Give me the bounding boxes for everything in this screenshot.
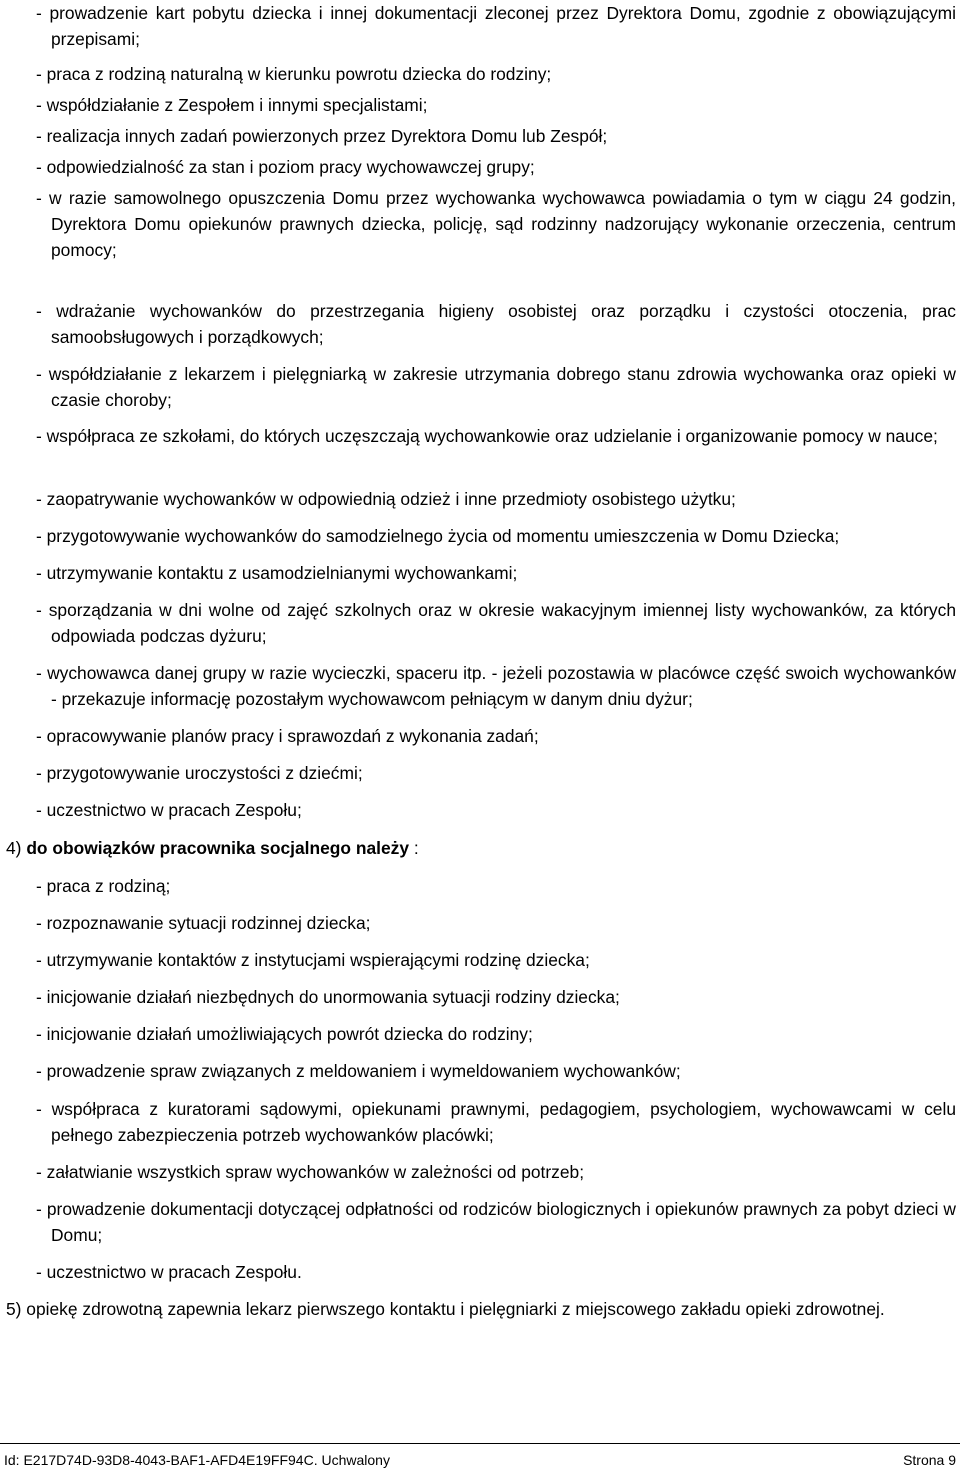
- section-number: 4): [6, 838, 22, 858]
- list-item: - prowadzenie dokumentacji dotyczącej odpłatności od rodziców biologicznych i opiekunów prawnych za pobyt dzieci w Domu;: [36, 1199, 956, 1245]
- list-item: - współdziałanie z lekarzem i pielęgniarką w zakresie utrzymania dobrego stanu zdrowia wychowanka oraz opieki w czasie choroby;: [36, 364, 956, 410]
- footer-divider: [0, 1443, 960, 1444]
- list-item: - praca z rodziną;: [36, 876, 171, 896]
- list-item: - zaopatrywanie wychowanków w odpowiednią odzież i inne przedmioty osobistego użytku;: [36, 489, 736, 509]
- footer-page-number: Strona 9: [903, 1452, 956, 1468]
- section-suffix: :: [409, 838, 419, 858]
- list-item: - odpowiedzialność za stan i poziom pracy wychowawczej grupy;: [36, 157, 535, 177]
- list-item: - rozpoznawanie sytuacji rodzinnej dziecka;: [36, 913, 371, 933]
- list-item: - przygotowywanie wychowanków do samodzielnego życia od momentu umieszczenia w Domu Dziecka;: [36, 526, 840, 546]
- list-item: - opracowywanie planów pracy i sprawozdań z wykonania zadań;: [36, 726, 539, 746]
- list-item: - współpraca z kuratorami sądowymi, opiekunami prawnymi, pedagogiem, psychologiem, wychowawcami w celu pełnego zabezpieczenia potrzeb wychowanków placówki;: [36, 1099, 956, 1145]
- list-item: - w razie samowolnego opuszczenia Domu przez wychowanka wychowawca powiadamia o tym w ciągu 24 godzin, Dyrektora Domu opiekunów prawnych dziecka, policję, sąd rodzinny nadzorujący wykonanie orzeczenia, centrum pomocy;: [36, 188, 956, 260]
- list-item: - współdziałanie z Zespołem i innymi specjalistami;: [36, 95, 428, 115]
- list-item: - realizacja innych zadań powierzonych przez Dyrektora Domu lub Zespół;: [36, 126, 608, 146]
- section-title: do obowiązków pracownika socjalnego należy: [26, 838, 409, 858]
- list-item: - załatwianie wszystkich spraw wychowanków w zależności od potrzeb;: [36, 1162, 585, 1182]
- list-item: - wychowawca danej grupy w razie wycieczki, spaceru itp. - jeżeli pozostawia w placówce część swoich wychowanków - przekazuje informację pozostałym wychowawcom pełniącym w danym dniu dyżur;: [36, 663, 956, 709]
- list-item: - współpraca ze szkołami, do których uczęszczają wychowankowie oraz udzielanie i organizowanie pomocy w nauce;: [36, 426, 938, 446]
- list-item: - sporządzania w dni wolne od zajęć szkolnych oraz w okresie wakacyjnym imiennej listy wychowanków, za których odpowiada podczas dyżuru;: [36, 600, 956, 646]
- list-item: - przygotowywanie uroczystości z dziećmi;: [36, 763, 363, 783]
- list-item: - utrzymywanie kontaktu z usamodzielnianymi wychowankami;: [36, 563, 518, 583]
- list-item: - uczestnictwo w pracach Zespołu;: [36, 800, 302, 820]
- list-item: - utrzymywanie kontaktów z instytucjami wspierającymi rodzinę dziecka;: [36, 950, 590, 970]
- section-5: 5) opiekę zdrowotną zapewnia lekarz pierwszego kontaktu i pielęgniarki z miejscowego zakładu opieki zdrowotnej.: [6, 1299, 885, 1319]
- list-item: - uczestnictwo w pracach Zespołu.: [36, 1262, 302, 1282]
- list-item: - wdrażanie wychowanków do przestrzegania higieny osobistej oraz porządku i czystości otoczenia, prac samoobsługowych i porządkowych;: [36, 301, 956, 347]
- list-item: - praca z rodziną naturalną w kierunku powrotu dziecka do rodziny;: [36, 64, 552, 84]
- list-item: - prowadzenie spraw związanych z meldowaniem i wymeldowaniem wychowanków;: [36, 1061, 681, 1081]
- footer-document-id: Id: E217D74D-93D8-4043-BAF1-AFD4E19FF94C. Uchwalony: [4, 1452, 390, 1468]
- section-heading-4: [6, 835, 956, 861]
- list-item: - inicjowanie działań umożliwiających powrót dziecka do rodziny;: [36, 1024, 533, 1044]
- list-item: - prowadzenie kart pobytu dziecka i innej dokumentacji zleconej przez Dyrektora Domu, zgodnie z obowiązującymi przepisami;: [36, 3, 956, 49]
- list-item: - inicjowanie działań niezbędnych do unormowania sytuacji rodziny dziecka;: [36, 987, 620, 1007]
